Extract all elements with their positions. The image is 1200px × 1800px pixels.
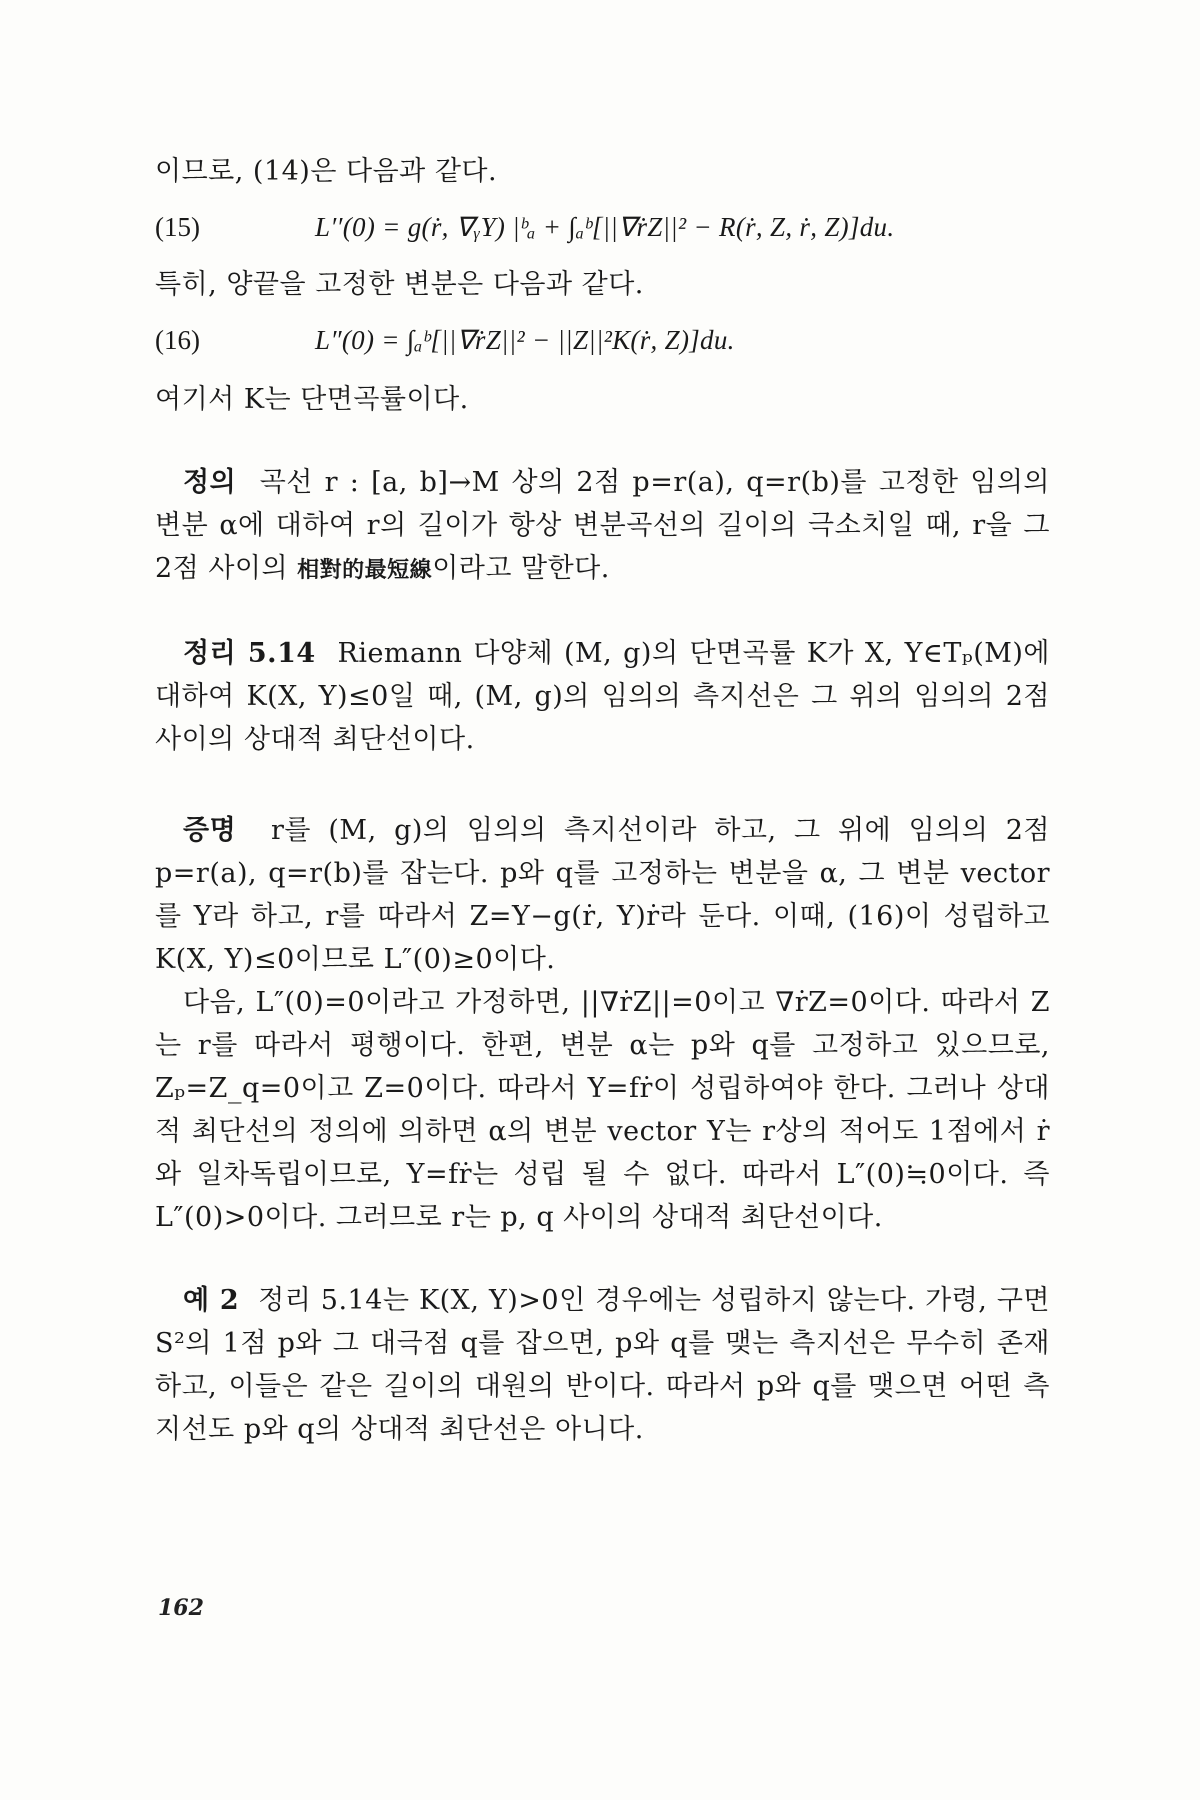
curvature-line: 여기서 K는 단면곡률이다. (155, 384, 469, 415)
proof-paragraph (155, 809, 1050, 981)
example-label: 예 2 (183, 1285, 240, 1316)
fixed-endpoints-line: 특히, 양끝을 고정한 변분은 다음과 같다. (155, 269, 644, 300)
definition-tail: 이라고 말한다. (432, 553, 610, 584)
proof-label: 증명 (183, 815, 237, 846)
definition-term: 相對的最短線 (297, 557, 433, 583)
equation-15 (155, 197, 1050, 257)
intro-line: 이므로, (14)은 다음과 같다. (155, 156, 498, 187)
equation-16 (155, 310, 1050, 370)
theorem-label: 정리 5.14 (183, 638, 316, 669)
page-body (155, 150, 1050, 1451)
proof-paragraph-2: 다음, L″(0)=0이라고 가정하면, ||∇ṙZ||=0이고 ∇ṙZ=0이다. 따라서 Z는 r를 따라서 평행이다. 한편, 변분 α는 p와 q를 고정하고 있으므로, Zₚ=Z_q=0이고 Z=0이다. 따라서 Y=fṙ이 성립하여야 한다. 그러나 상대적 최단선의 정의에 의하면 α의 변분 vector Y는 r상의 적어도 1점에서 ṙ와 일차독립이므로, Y=fṙ는 성립 될 수 없다. 따라서 L″(0)≒0이다. 즉 L″(0)>0이다. 그러므로 r는 p, q 사이의 상대적 최단선이다. (155, 987, 1050, 1233)
example-text: 정리 5.14는 K(X, Y)>0인 경우에는 성립하지 않는다. 가령, 구면 S²의 1점 p와 그 대극점 q를 잡으면, p와 q를 맺는 측지선은 무수히 존재하고, 이들은 같은 길이의 대원의 반이다. 따라서 p와 q를 맺으면 어떤 측지선도 p와 q의 상대적 최단선은 아니다. (155, 1285, 1050, 1445)
equation-number: (15) (155, 211, 200, 242)
equation-body: L′′(0) = g(ṙ, ∇ᵧY) |ᵇₐ + ∫ₐᵇ[||∇ṙZ||² − R(ṙ, Z, ṙ, Z)]du. (315, 211, 895, 242)
page-number: 162 (158, 1595, 204, 1621)
proof-text-1: r를 (M, g)의 임의의 측지선이라 하고, 그 위에 임의의 2점 p=r(a), q=r(b)를 잡는다. p와 q를 고정하는 변분을 α, 그 변분 vector를 Y라 하고, r를 따라서 Z=Y−g(ṙ, Y)ṙ라 둔다. 이때, (16)이 성립하고 K(X, Y)≤0이므로 L″(0)≥0이다. (155, 815, 1050, 975)
equation-number: (16) (155, 324, 200, 355)
example-paragraph (155, 1279, 1050, 1451)
definition-paragraph (155, 461, 1050, 592)
definition-text: 곡선 r : [a, b]→M 상의 2점 p=r(a), q=r(b)를 고정한 임의의 변분 α에 대하여 r의 길이가 항상 변분곡선의 길이의 극소치일 때, r을 그 2점 사이의 (155, 467, 1051, 584)
equation-body: L″(0) = ∫ₐᵇ[||∇ṙZ||² − ||Z||²K(ṙ, Z)]du. (315, 324, 735, 355)
theorem-text: Riemann 다양체 (M, g)의 단면곡률 K가 X, Y∈Tₚ(M)에 대하여 K(X, Y)≤0일 때, (M, g)의 임의의 측지선은 그 위의 임의의 2점 사이의 상대적 최단선이다. (155, 638, 1050, 755)
theorem-paragraph (155, 632, 1050, 761)
definition-label: 정의 (183, 467, 237, 498)
